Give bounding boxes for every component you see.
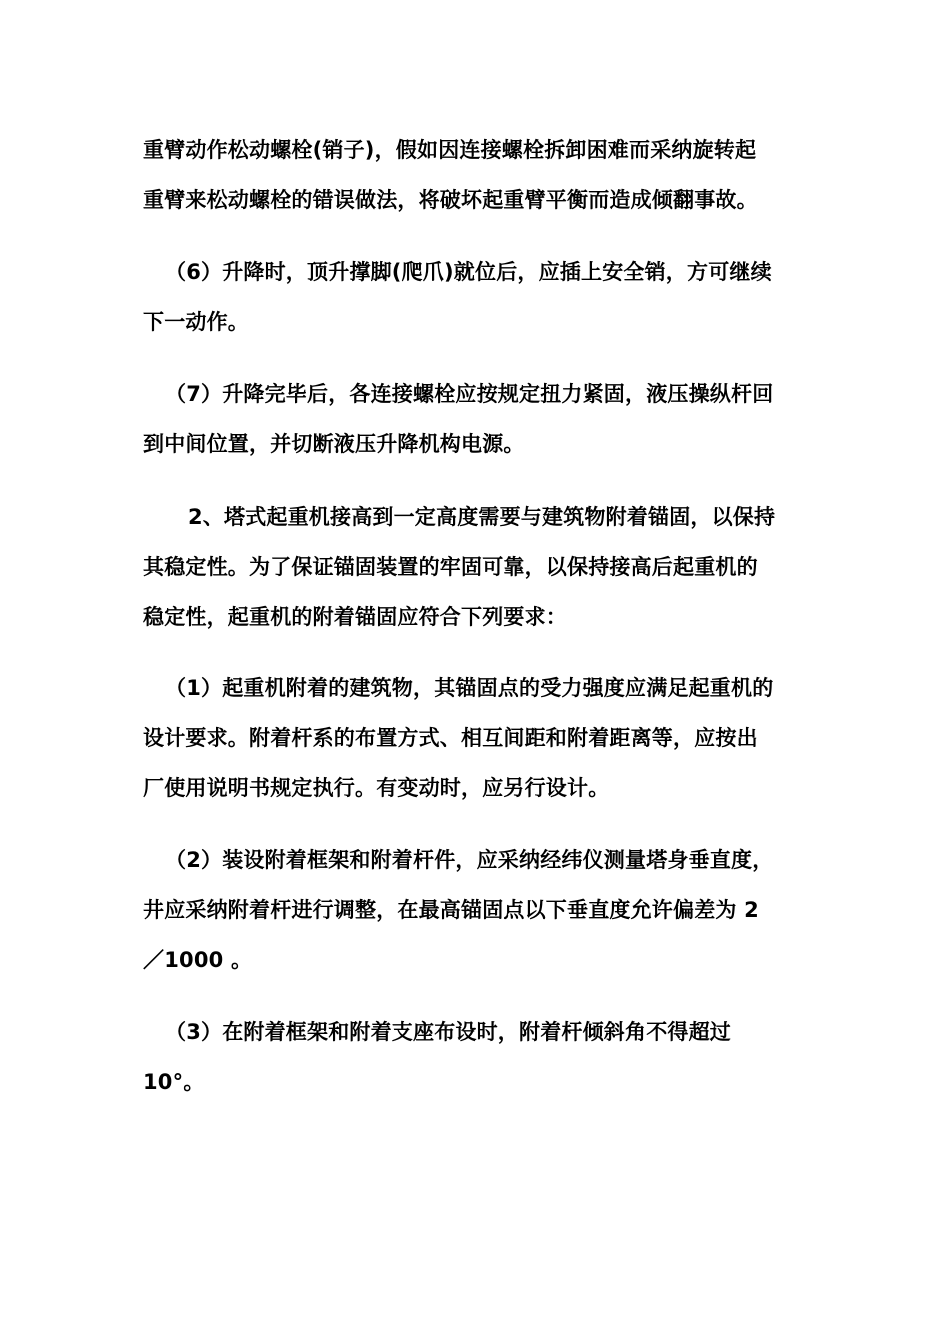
paragraph-continuation-line-1: 重臂动作松动螺栓(销子)，假如因连接螺栓拆卸困难而采纳旋转起 [143, 138, 757, 162]
paragraph-item-6-line-2: 下一动作。 [143, 310, 249, 334]
paragraph-sub-2-line-2: 井应采纳附着杆进行调整，在最高锚固点以下垂直度允许偏差为 2 [143, 898, 759, 922]
paragraph-item-7-line-2: 到中间位置，并切断液压升降机构电源。 [143, 432, 525, 456]
paragraph-sub-3-line-1: （3）在附着框架和附着支座布设时，附着杆倾斜角不得超过 [165, 1020, 732, 1044]
paragraph-sub-3-line-2: 10°。 [143, 1070, 205, 1094]
paragraph-sub-2-line-1: （2）装设附着框架和附着杆件，应采纳经纬仪测量塔身垂直度， [165, 848, 774, 872]
paragraph-section-2-line-2: 其稳定性。为了保证锚固装置的牢固可靠，以保持接高后起重机的 [143, 555, 758, 579]
paragraph-continuation-line-2: 重臂来松动螺栓的错误做法，将破坏起重臂平衡而造成倾翻事故。 [143, 188, 758, 212]
paragraph-sub-1-line-2: 设计要求。附着杆系的布置方式、相互间距和附着距离等，应按出 [143, 726, 758, 750]
paragraph-sub-1-line-1: （1）起重机附着的建筑物，其锚固点的受力强度应满足起重机的 [165, 676, 774, 700]
paragraph-item-7-line-1: （7）升降完毕后，各连接螺栓应按规定扭力紧固，液压操纵杆回 [165, 382, 774, 406]
paragraph-sub-1-line-3: 厂使用说明书规定执行。有变动时，应另行设计。 [143, 776, 610, 800]
paragraph-section-2-line-1: 2、塔式起重机接高到一定高度需要与建筑物附着锚固，以保持 [188, 505, 776, 529]
paragraph-section-2-line-3: 稳定性，起重机的附着锚固应符合下列要求： [143, 605, 567, 629]
paragraph-item-6-line-1: （6）升降时，顶升撑脚(爬爪)就位后，应插上安全销，方可继续 [165, 260, 772, 284]
paragraph-sub-2-line-3: ／1000 。 [143, 948, 253, 972]
